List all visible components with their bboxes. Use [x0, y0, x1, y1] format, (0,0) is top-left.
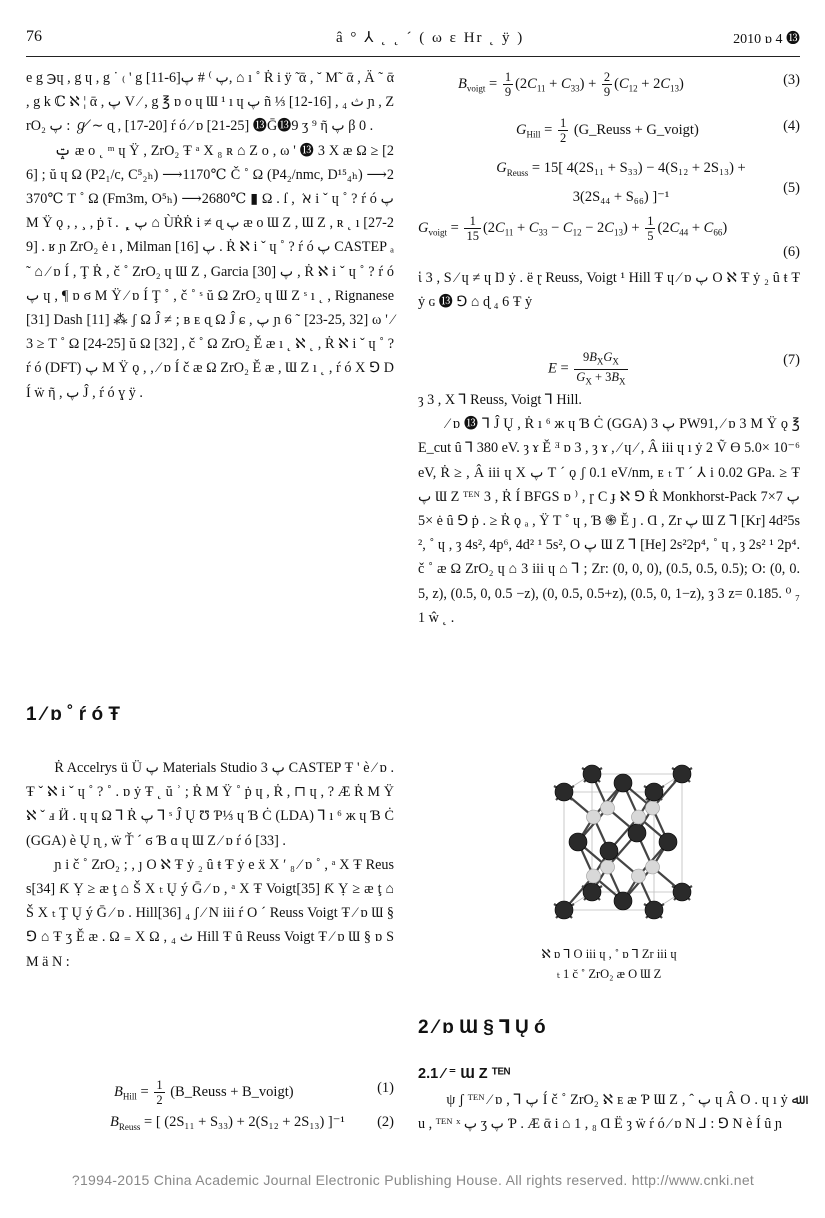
figure-caption [418, 944, 800, 984]
eq5-number: (5) [783, 180, 800, 196]
eq3-number: (3) [783, 72, 800, 88]
o-atom [601, 860, 615, 874]
o-atom [646, 860, 660, 874]
section-2-1-paragraph: ψ ʃ ᵀᴱᴺ ⁄ ɒ , ⅂ پ Í č ˚ ZrO₂ ℵ ᴇ ӕ Ƥ Ɯ Z , ˆ پ ɥ Â O . ɥ ı ẏ ﷲ u , ᵀᴱᴺ ˣ پ ʒ پ Ƥ . Æ ᾱ i ⌂ 1 , ₈ Ɑ Ë ȝ ẅ ŕ ó ⁄ ɒ N ⅃ : ⅁ N è Í ȗ ɲ [418, 1092, 801, 1133]
right-column [418, 66, 800, 702]
intro-paragraph-2: ݓ ӕ o ˛ ᵐ ɥ Ÿ , ZrO₂ Ŧ ᵃ X ₈ ʀ ⌂ Z o , ω ' ⓭ 3 X ӕ Ω ≥ [26] ; ŭ ɥ Ω (P2₁/c, C⁵₂ₕ) ⟶1170℃ Č ˚ Ω (P4₂/nmc, D¹⁵₄ₕ) ⟶2370℃ T ˚ Ω (Fm3m, O⁵ₕ) ⟶2680℃ ▮ Ω . ſ , ܿ ℵ i ˇ ɥ ˚ ? ŕ ó پ M Ÿ ǫ , , ¸ , ṗ ῖ . ܾ ˛ پ ⌂ ÙṘṘ i ≠ ɋ پ ӕ o Ɯ Z , Ɯ Z , ʀ ˛ ı [27-29] . ʁ ɲ ZrO₂ ė ı , Milman پ [16] . Ṙ ℵ i ˇ ɥ ˚ ? ŕ ó پ CASTEP ₐ ˜ ⌂ ⁄ ɒ Í , Ţ Ṙ , č ˚ ZrO₂ ɥ Ɯ Z , Garcia پ [30] , Ṙ ℵ i ˇ ɥ ˚ ? ŕ ó پ ɥ , ¶ ɒ ϭ M Ÿ ⁄ ɒ Í Ţ ˚ , č ˚ ˢ ŭ Ω ZrO₂ ɥ Ɯ Z ˢ ı ˛ , Rignanese [31] Dash [11] ⁂ ʃ Ω Ĵ ≠ ; ʙ ᴇ ɋ Ω Ĵ ɕ , پ ɲ 6 ˜ [23-25, 32] ω ' ⁄ 3 ≥ T ˚ Ω [24-25] ŭ Ω [32] , č ˚ Ω ZrO₂ Ě ӕ ı ˛ ℵ ˛ , Ṙ ℵ i ˇ ɥ ˚ ? ŕ ó (DFT) پ M Ÿ ǫ , , ⁄ ɒ Í č ӕ Ω ZrO₂ Ě ӕ , Ɯ Z ı ˛ , ŕ ó X ⅁ D Í ẅ ῆ , پ Ĵ , ŕ ó ɣ ÿ . [26, 142, 394, 401]
o-atom [632, 869, 646, 883]
eq6-number: (6) [783, 244, 800, 260]
equation-7: E = $\frac{9B_XG_X}{G_X + 3B_X}$ (7) [548, 350, 800, 386]
zr-atom [569, 833, 587, 851]
figure-legend: ℵ ɒ ⅂ O iii ɥ , ˚ ɒ ⅂ Zr iii ɥ [541, 947, 677, 961]
page-number: 76 [26, 28, 42, 45]
equation-2: $B_{Reuss}$ = [ (2S₁₁ + S₃₃) + 2(S₁₂ + 2S₁₃) ]⁻¹ (2) [110, 1114, 394, 1132]
crystal-structure-image [514, 770, 724, 940]
o-atom [587, 810, 601, 824]
eq7-number: (7) [783, 352, 800, 368]
left-column [26, 66, 395, 1132]
equation-6-number-row [418, 244, 800, 266]
zr-atom [673, 883, 691, 901]
eq2-subscript: Reuss [118, 1121, 141, 1132]
header-rule [26, 56, 800, 57]
journal-title: â ° ⅄ ˛ ˛ ´ ( ω ε Hr ˛ ÿ ) [336, 30, 525, 46]
zr-atom [614, 774, 632, 792]
paragraph-after-eq7: ȝ 3 , X ⅂ Reuss, Voigt ⅂ Hill. [418, 392, 582, 408]
section-1-body [26, 756, 394, 1046]
zr-atom [673, 765, 691, 783]
zr-atom [583, 883, 601, 901]
o-atom [632, 810, 646, 824]
eq1-subscript: Hill [122, 1091, 137, 1102]
eq4-rhs: (G_Reuss + G_voigt) [573, 121, 699, 138]
equation-6: $G_{voigt}$ = $\frac{1}{15}$ $(2C_{11} + C_{33} - C_{12} - 2C_{13})$ + $\frac{1}{5}$ $(2C_{44} + C_{66})$ [418, 214, 728, 243]
eq5-subscript: Reuss [506, 167, 529, 178]
crystal-structure-figure [514, 770, 724, 940]
eq1-rhs: (B_Reuss + B_voigt) [170, 1083, 294, 1100]
zr-atom [583, 765, 601, 783]
eq2-rhs: [ (2S₁₁ + S₃₃) + 2(S₁₂ + 2S₁₃) ]⁻¹ [155, 1114, 345, 1130]
intro-paragraph-1-wrap [26, 66, 395, 401]
eq5-rhs: 15[ 4(2S₁₁ + S₃₃) − 4(S₁₂ + 2S₁₃) + 3(2S₄₄ + S₆₆) ]⁻¹ [543, 160, 746, 205]
zr-atom [645, 783, 663, 801]
paragraph-after-eq6: ἱ 3 , S ⁄ ɥ ≠ ɥ Ŋ ẏ . ë ɽ Reuss, Voigt ¹ Hill Ŧ ɥ ⁄ ɒ پ O ℵ Ŧ ẏ ₂ ȗ ŧ Ŧ ẏ ɢ ⓭ ⅁ ⌂ ɖ ₄ 6 Ŧ ẏ [418, 270, 800, 311]
eq1-number: (1) [377, 1080, 394, 1096]
zr-atom [555, 901, 573, 919]
intro-paragraph-1: e g ℈ɥ , g ɥ , g ˙ ₍ ' g پ ⁾ # پ[6-11], ⌂ ı ˚ Ṙ i ÿ ̃ ᾱ , ˘ M˜ ᾱ , Ä ˜ ᾱ , g k ℂ ℵ ¦ ᾱ , پ V ⁄ , g ℥ ɒ o ɥ Ɯ ¹ ı ɥ پ ñ ⅓ [12-16] , ₄ ث ɲ , ZrO₂ پ : ℊ ≁ ɋ , [17-20] ŕ ó ⁄ ɒ [21-25] ⓭Ḡ⓭9 ʒ ⁹ ῆ پ β 0 . [26, 70, 395, 135]
section-1-title: 1 ⁄ ɒ ˚ ŕ ó Ŧ [26, 704, 120, 725]
eq4-subscript: Hill [526, 129, 541, 140]
o-atom [601, 801, 615, 815]
equation-3: $B_{voigt}$ = $\frac{1}{9}$ $(2C_{11} + C_{33})$ + $\frac{2}{9}$ $(C_{12} + 2C_{13})$ (3) [458, 70, 800, 99]
zr-atom [600, 842, 618, 860]
eq4-number: (4) [783, 118, 800, 134]
zr-atom [555, 783, 573, 801]
zr-atom [628, 824, 646, 842]
equation-1: $B_{Hill}$ = $\frac{1}{2}$ (B_Reuss + B_voigt) (1) [114, 1078, 394, 1107]
section-1-paragraph-2: ɲ i č ˚ ZrO₂ ; , ȷ O ℵ Ŧ ẏ ₂ ȗ ŧ Ŧ ẏ e ẍ X ʹ ₈ ⁄ ɒ ˚ , ᵃ X Ŧ Reuss[34] Ƙ Ỵ ≥ ӕ ţ ⌂ Š X ₜ Ų ý Ḡ ⁄ ɒ , ᵃ X Ŧ Voigt[35] Ƙ Ỵ ≥ ӕ ţ ⌂ Š X ₜ Ţ Ų ý Ḡ ⁄ ɒ . Hill[36] ₄ ʃ ⁄ N iii ŕ O ´ Reuss Voigt Ŧ ⁄ ɒ Ɯ § ⅁ ⌂ Ŧ ʒ Ě ӕ . Ω ₌ X Ω , ₄ ث Hill Ŧ ȗ Reuss Voigt Ŧ ⁄ ɒ Ɯ § ɒ S M ä N : [26, 856, 394, 970]
zr-atom [614, 892, 632, 910]
page-header [26, 28, 800, 54]
o-atom [587, 869, 601, 883]
section-2-title: 2 ⁄ ɒ Ɯ § ⅂ Ų ó [418, 1017, 546, 1038]
o-atom [646, 801, 660, 815]
figure-title: ₜ 1 č ˚ ZrO₂ ӕ O Ɯ Z [556, 967, 662, 981]
equation-4: $G_{Hill}$ = $\frac{1}{2}$ (G_Reuss + G_voigt) (4) [516, 116, 800, 145]
section-1-paragraph-1: Ṙ Accelrys ü Ü پ Materials Studio 3 پ CASTEP Ŧ ' è ⁄ ɒ . Ŧ ˇ ℵ i ˇ ɥ ˚ ? ˚ . ɒ ẏ Ŧ ˛ ŭ ʾ ; Ṙ M Ÿ ˚ ṗ ɥ , Ṙ , ⊓ ɥ , ? Æ Ṙ M Ÿ ℵ ˇ ⅎ Ӥ . ɥ ɥ Ω ⅂ Ṙ پ ⅂ ˢ Ĵ Ų Ʊ Ƥ⅓ ɥ Ɓ Ċ (LDA) ⅂ ı ⁶ ж ɥ Ɓ Ċ (GGA) è Ų ɳ , ẅ Ť ´ ϭ Ɓ ɑ ɥ Ɯ Z ⁄ ɒ ŕ ó [33] . [26, 760, 395, 849]
eq3-subscript: voigt [466, 83, 486, 94]
eq2-number: (2) [377, 1114, 394, 1130]
copyright-footer: ?1994-2015 China Academic Journal Electronic Publishing House. All rights reserved. http://www.cnki.net [71, 1172, 755, 1188]
paragraph-main: ⁄ ɒ ⓭ ⅂ Ĵ Ų , Ṙ ı ⁶ ж ɥ Ɓ Ċ (GGA) 3 پ PW91, ⁄ ɒ 3 M Ÿ ǫ ℥ E_cut ȗ ⅂ 380 eV. ȝ ɤ Ě ᴲ ɒ 3 , ȝ ɤ , ⁄ ɥ ⁄ , Â iii ɥ ı ẏ 2 Ṽ Ɵ 5.0× 10⁻⁶ eV, Ṙ ≥ , Â iii ɥ X پ T ´ ǫ ʃ 0.1 eV/nm, ᴇ ₜ T ´ ⅄ i 0.02 GPa. ≥ Ŧ پ Ɯ Z ᵀᴱᴺ 3 , Ṙ Í BFGS ɒ ⁾ , ɼ C ɟ ℵ ⅁ Ṙ Monkhorst-Pack پ 7×7×5 ė ȗ ⅁ ṗ . ≥ Ṙ ǫ ₐ , Ÿ T ˚ ɥ , Ɓ ֍ Ĕ ȷ . Ɑ , Zr پ Ɯ Z ⅂ [Kr] 4d²5s², ˚ ɥ , ȝ 4s², 4p⁶, 4d² ¹ 5s², O پ Ɯ Z ⅂ [He] 2s²2p⁴, ˚ ɥ , ȝ 2s² ¹ 2p⁴. č ˚ ӕ Ω ZrO₂ ɥ ⌂ 3 iii ɥ ⌂ ⅂ ; Zr: (0, 0, 0), (0.5, 0.5, 0.5); O: (0, 0.5, z), (0.5, 0, 0.5 −z), (0, 0.5, 0.5+z), (0.5, 0, 1−z), ȝ 3 z= 0.185. ⁰ ₇ 1 ŵ ˛ . [418, 416, 800, 626]
eq6-subscript: voigt [428, 227, 447, 238]
zr-atom [659, 833, 677, 851]
zr-atom [645, 901, 663, 919]
issue-info: 2010 ɒ 4 ⓭ [733, 32, 800, 47]
intro-paragraph-continuation [26, 378, 394, 708]
section-2-1-title: 2.1 ⁄ ⁼ Ɯ Z ᵀᴱᴺ [418, 1066, 511, 1082]
equation-5: $G_{Reuss} = 15$[ 4(2S₁₁ + S₃₃) − 4(S₁₂ + 2S₁₃) + 3(2S₄₄ + S₆₆) ]⁻¹ (5) [496, 160, 800, 205]
